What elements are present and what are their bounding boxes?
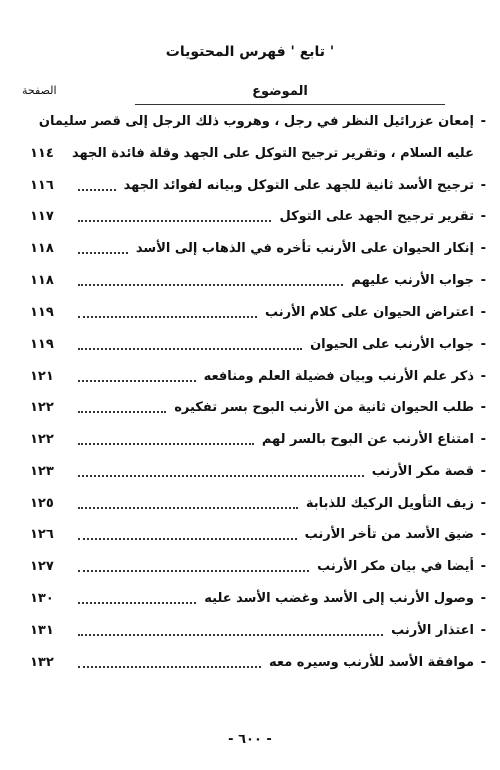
toc-entry [30,493,486,515]
entry-bullet: - [480,432,486,447]
toc-entry [30,175,486,197]
leader-dots [78,538,297,540]
toc-entry [30,588,486,610]
entry-bullet: - [480,559,486,574]
toc-entry [30,206,486,228]
entry-page-number: ١١٧ [30,209,54,224]
topic-column-header: الموضوع [252,84,308,99]
leader-dots [78,475,364,477]
entry-page-number: ١١٨ [30,241,54,256]
entry-bullet: - [480,209,486,224]
entry-bullet: - [480,273,486,288]
entry-title: موافقة الأسد للأرنب وسيره معه [268,655,474,670]
leader-dots [78,411,166,413]
entry-page-number: ١٢٣ [30,464,54,479]
toc-entry [30,302,486,324]
toc-entry [30,238,486,260]
entry-page-number: ١١٦ [30,178,54,193]
entry-page-number: ١٢١ [30,369,54,384]
leader-dots [78,634,383,636]
toc-entry [30,334,486,356]
leader-dots [78,570,309,572]
entry-bullet: - [480,464,486,479]
entry-title: زيف التأويل الركيك للذبابة [305,496,474,511]
toc-entry [30,143,486,165]
toc-entry [30,620,486,642]
toc-entry [30,270,486,292]
entry-bullet: - [480,241,486,256]
entry-page-number: ١٣٠ [30,591,54,606]
entry-bullet: - [480,305,486,320]
leader-dots [78,316,257,318]
entry-bullet: - [480,369,486,384]
toc-entry [30,429,486,451]
entry-title: جواب الأرنب على الحيوان [310,337,474,352]
entry-page-number: ١١٩ [30,305,54,320]
entry-bullet: - [480,496,486,511]
toc-entry [30,556,486,578]
leader-dots [78,189,116,191]
leader-dots [78,252,128,254]
page-column-header: الصفحة [22,84,57,97]
entry-title: إمعان عزرائيل النظر في رجل ، وهروب ذلك الرجل إلى قصر سليمان [38,114,474,129]
entry-title: امتناع الأرنب عن البوح بالسر لهم [261,432,474,447]
entry-title: عليه السلام ، وتقرير ترجيح التوكل على الجهد وقلة فائدة الجهد [71,146,474,161]
leader-dots [78,284,343,286]
entry-bullet: - [480,178,486,193]
entry-page-number: ١٢٦ [30,527,54,542]
leader-dots [78,507,298,509]
entry-title: ترجيح الأسد ثانية للجهد على التوكل وبيانه لفوائد الجهد [123,178,474,193]
entry-title: جواب الأرنب عليهم [351,273,474,288]
leader-dots [78,348,302,350]
entry-page-number: ١٣١ [30,623,54,638]
entry-bullet: - [480,655,486,670]
entry-page-number: ١٢٥ [30,496,54,511]
entry-bullet: - [480,337,486,352]
entry-title: إنكار الحيوان على الأرنب تأخره في الذهاب إلى الأسد [135,241,474,256]
entry-title: تقرير ترجيح الجهد على التوكل [279,209,474,224]
entry-page-number: ١٢٧ [30,559,54,574]
entry-page-number: ١٣٢ [30,655,54,670]
entry-bullet: - [480,527,486,542]
header-underline [135,104,445,105]
entry-page-number: ١١٤ [30,146,54,161]
entry-title: طلب الحيوان ثانية من الأرنب البوح بسر تفكيره [174,400,474,415]
entry-title: أيضا في بيان مكر الأرنب [317,559,474,574]
entry-bullet: - [480,591,486,606]
entry-title: اعتذار الأرنب [391,623,474,638]
entry-title: اعتراض الحيوان على كلام الأرنب [264,305,474,320]
entry-title: ضيق الأسد من تأخر الأرنب [304,527,474,542]
footer-page-number: - ٦٠٠ - [228,732,272,747]
entry-page-number: ١٢٢ [30,400,54,415]
toc-entry [30,366,486,388]
page-title: ' تابع ' فهرس المحتويات [165,44,335,60]
toc-entry [30,524,486,546]
toc-entry [30,111,486,133]
entry-title: قصة مكر الأرنب [371,464,474,479]
leader-dots [78,220,271,222]
entry-page-number: ١١٨ [30,273,54,288]
entry-page-number: ١٢٢ [30,432,54,447]
leader-dots [78,380,196,382]
leader-dots [78,602,196,604]
entry-title: ذكر علم الأرنب وبيان فضيلة العلم ومنافعه [203,369,474,384]
entry-page-number: ١١٩ [30,337,54,352]
leader-dots [78,443,254,445]
leader-dots [78,666,261,668]
toc-entry [30,652,486,674]
toc-entry [30,461,486,483]
entry-bullet: - [480,623,486,638]
entry-title: وصول الأرنب إلى الأسد وغضب الأسد عليه [204,591,474,606]
entry-bullet: - [480,400,486,415]
entry-bullet: - [480,114,486,129]
toc-entry [30,397,486,419]
